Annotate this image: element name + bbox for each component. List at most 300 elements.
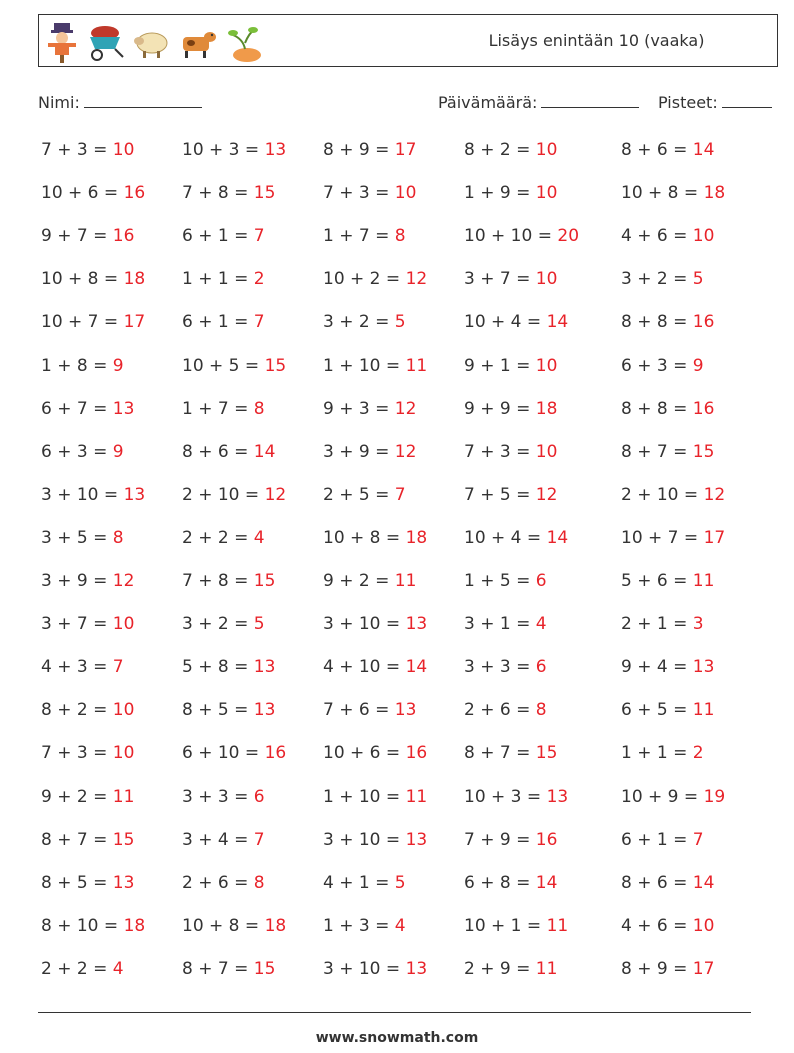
problem-answer: 14 xyxy=(546,527,569,548)
problem-answer: 20 xyxy=(557,226,580,247)
problem-answer: 7 xyxy=(253,312,265,333)
problem-answer: 18 xyxy=(703,183,726,204)
problem-item xyxy=(41,787,134,807)
problem-item xyxy=(41,916,145,936)
problem-answer: 13 xyxy=(253,657,276,678)
problem-expression: 9 + 1 = xyxy=(464,355,536,376)
problem-expression: 6 + 10 = xyxy=(182,743,265,764)
problem-answer: 14 xyxy=(546,312,569,333)
problem-item xyxy=(464,399,557,419)
problem-expression: 3 + 2 = xyxy=(621,269,693,290)
problem-expression: 6 + 5 = xyxy=(621,700,693,721)
problem-answer: 18 xyxy=(535,398,558,419)
problem-answer: 16 xyxy=(112,226,135,247)
problem-answer: 17 xyxy=(394,140,417,160)
problem-item xyxy=(41,183,145,203)
problem-item xyxy=(41,743,134,763)
problem-answer: 15 xyxy=(264,355,287,376)
problem-expression: 3 + 7 = xyxy=(464,269,536,290)
problem-item xyxy=(323,442,416,462)
problem-answer: 14 xyxy=(692,140,715,160)
problem-expression: 6 + 8 = xyxy=(464,872,536,893)
problem-expression: 3 + 2 = xyxy=(323,312,395,333)
problem-answer: 14 xyxy=(692,872,715,893)
problem-answer: 15 xyxy=(253,958,276,979)
problem-answer: 5 xyxy=(394,872,406,893)
problem-item xyxy=(621,614,704,634)
problem-expression: 7 + 8 = xyxy=(182,183,254,204)
problem-item xyxy=(182,787,265,807)
problem-answer: 16 xyxy=(123,183,146,204)
problem-answer: 16 xyxy=(405,743,428,764)
problem-expression: 4 + 10 = xyxy=(323,657,406,678)
problem-expression: 8 + 2 = xyxy=(41,700,113,721)
problem-item xyxy=(621,657,714,677)
problem-expression: 7 + 5 = xyxy=(464,484,536,505)
problem-expression: 3 + 1 = xyxy=(464,614,536,635)
problem-answer: 13 xyxy=(123,484,146,505)
date-label: Päivämäärä: xyxy=(438,93,538,112)
problem-expression: 3 + 2 = xyxy=(182,614,254,635)
problem-item xyxy=(621,787,725,807)
problem-item xyxy=(621,959,714,979)
problem-answer: 6 xyxy=(535,657,547,678)
problem-expression: 8 + 7 = xyxy=(182,958,254,979)
problem-expression: 1 + 10 = xyxy=(323,786,406,807)
problem-item xyxy=(182,269,265,289)
problem-answer: 13 xyxy=(692,657,715,678)
problem-answer: 7 xyxy=(394,484,406,505)
problem-expression: 8 + 5 = xyxy=(182,700,254,721)
problem-expression: 2 + 9 = xyxy=(464,958,536,979)
problem-expression: 8 + 5 = xyxy=(41,872,113,893)
problem-answer: 11 xyxy=(692,571,715,591)
problem-item xyxy=(182,959,275,979)
problem-expression: 9 + 3 = xyxy=(323,398,395,419)
problem-expression: 3 + 10 = xyxy=(41,484,124,505)
problem-expression: 2 + 6 = xyxy=(182,872,254,893)
problem-answer: 10 xyxy=(112,743,135,764)
problem-item xyxy=(41,528,124,548)
scarecrow-icon xyxy=(45,21,79,63)
problem-item xyxy=(323,226,406,246)
problem-answer: 19 xyxy=(703,786,726,807)
problem-answer: 13 xyxy=(394,700,417,721)
problem-expression: 2 + 10 = xyxy=(182,484,265,505)
problem-expression: 3 + 9 = xyxy=(41,571,113,591)
problem-item xyxy=(464,140,557,160)
problem-item xyxy=(621,485,725,505)
problem-answer: 12 xyxy=(394,398,417,419)
problem-expression: 8 + 7 = xyxy=(464,743,536,764)
problem-item xyxy=(182,528,265,548)
problem-expression: 3 + 4 = xyxy=(182,829,254,850)
problem-expression: 2 + 1 = xyxy=(621,614,693,635)
cow-icon xyxy=(177,21,217,63)
problem-expression: 8 + 6 = xyxy=(621,140,693,160)
problem-item xyxy=(464,614,547,634)
problem-expression: 6 + 7 = xyxy=(41,398,113,419)
problem-answer: 13 xyxy=(112,872,135,893)
problem-answer: 15 xyxy=(253,183,276,204)
problem-expression: 3 + 3 = xyxy=(464,657,536,678)
problem-expression: 2 + 6 = xyxy=(464,700,536,721)
problem-item xyxy=(621,356,704,376)
problem-answer: 13 xyxy=(405,829,428,850)
problem-answer: 10 xyxy=(535,441,558,462)
problem-answer: 18 xyxy=(123,269,146,290)
problem-expression: 6 + 1 = xyxy=(621,829,693,850)
problem-item xyxy=(41,657,124,677)
problem-item xyxy=(182,356,286,376)
problem-expression: 5 + 8 = xyxy=(182,657,254,678)
problem-expression: 1 + 3 = xyxy=(323,915,395,936)
problem-answer: 4 xyxy=(394,915,406,936)
problem-expression: 8 + 7 = xyxy=(41,829,113,850)
problem-answer: 5 xyxy=(394,312,406,333)
problem-expression: 9 + 2 = xyxy=(323,571,395,591)
problem-answer: 15 xyxy=(535,743,558,764)
problem-answer: 7 xyxy=(253,226,265,247)
problem-answer: 11 xyxy=(394,571,417,591)
problem-item xyxy=(182,183,275,203)
problem-answer: 18 xyxy=(405,527,428,548)
problem-item xyxy=(41,959,124,979)
problem-expression: 10 + 4 = xyxy=(464,527,547,548)
problem-item xyxy=(464,657,547,677)
problem-answer: 14 xyxy=(405,657,428,678)
problem-expression: 6 + 3 = xyxy=(41,441,113,462)
problem-answer: 8 xyxy=(253,398,265,419)
problem-item xyxy=(41,312,145,332)
problem-item xyxy=(323,743,427,763)
problem-answer: 12 xyxy=(703,484,726,505)
problem-answer: 10 xyxy=(394,183,417,204)
problem-answer: 17 xyxy=(692,958,715,979)
problem-item xyxy=(621,140,714,160)
problem-item xyxy=(41,269,145,289)
problem-item xyxy=(41,226,134,246)
problem-expression: 8 + 10 = xyxy=(41,915,124,936)
problem-answer: 18 xyxy=(123,915,146,936)
problem-answer: 10 xyxy=(112,700,135,721)
problem-expression: 1 + 9 = xyxy=(464,183,536,204)
problem-item xyxy=(621,312,714,332)
problem-expression: 4 + 6 = xyxy=(621,226,693,247)
problem-item xyxy=(621,571,714,591)
problem-answer: 12 xyxy=(264,484,287,505)
problem-expression: 10 + 7 = xyxy=(41,312,124,333)
wheelbarrow-icon xyxy=(85,21,125,63)
problem-expression: 9 + 2 = xyxy=(41,786,113,807)
problem-expression: 4 + 6 = xyxy=(621,915,693,936)
problem-expression: 7 + 3 = xyxy=(41,743,113,764)
problem-item xyxy=(41,830,134,850)
problem-answer: 13 xyxy=(405,958,428,979)
problem-item xyxy=(323,873,406,893)
problem-answer: 10 xyxy=(535,269,558,290)
problem-item xyxy=(464,312,568,332)
problem-answer: 3 xyxy=(692,614,704,635)
problem-answer: 9 xyxy=(112,441,124,462)
problem-item xyxy=(323,787,427,807)
problem-expression: 8 + 7 = xyxy=(621,441,693,462)
problem-expression: 2 + 5 = xyxy=(323,484,395,505)
problem-answer: 10 xyxy=(535,183,558,204)
problem-expression: 10 + 3 = xyxy=(464,786,547,807)
problem-item xyxy=(182,140,286,160)
problem-answer: 10 xyxy=(112,140,135,160)
problem-answer: 11 xyxy=(546,915,569,936)
problem-expression: 6 + 1 = xyxy=(182,312,254,333)
problem-item xyxy=(323,485,406,505)
problem-expression: 3 + 10 = xyxy=(323,829,406,850)
problem-expression: 10 + 5 = xyxy=(182,355,265,376)
problem-answer: 2 xyxy=(253,269,265,290)
name-field xyxy=(38,93,202,112)
problem-item xyxy=(464,959,557,979)
problem-item xyxy=(182,399,265,419)
problem-answer: 11 xyxy=(535,958,558,979)
problem-answer: 8 xyxy=(535,700,547,721)
problem-expression: 3 + 5 = xyxy=(41,527,113,548)
problem-item xyxy=(182,743,286,763)
problem-answer: 11 xyxy=(405,786,428,807)
problem-answer: 16 xyxy=(692,398,715,419)
problem-expression: 6 + 1 = xyxy=(182,226,254,247)
problem-expression: 10 + 1 = xyxy=(464,915,547,936)
problem-expression: 1 + 5 = xyxy=(464,571,536,591)
problem-item xyxy=(621,442,714,462)
problem-answer: 18 xyxy=(264,915,287,936)
footer-divider xyxy=(38,1012,751,1013)
problem-item xyxy=(464,528,568,548)
problem-item xyxy=(323,312,406,332)
problem-item xyxy=(621,269,704,289)
problem-expression: 10 + 9 = xyxy=(621,786,704,807)
problem-item xyxy=(41,873,134,893)
problem-expression: 7 + 9 = xyxy=(464,829,536,850)
problem-item xyxy=(41,700,134,720)
problem-item xyxy=(323,657,427,677)
problem-expression: 3 + 7 = xyxy=(41,614,113,635)
score-blank xyxy=(722,93,772,108)
problem-item xyxy=(41,399,134,419)
problem-item xyxy=(182,700,275,720)
problem-item xyxy=(621,743,704,763)
problem-item xyxy=(464,700,547,720)
problem-answer: 15 xyxy=(112,829,135,850)
problem-item xyxy=(41,442,124,462)
problem-expression: 9 + 7 = xyxy=(41,226,113,247)
problem-item xyxy=(621,916,714,936)
problem-answer: 11 xyxy=(692,700,715,721)
date-field xyxy=(438,93,639,112)
problem-item xyxy=(41,485,145,505)
problem-item xyxy=(323,571,416,591)
problem-answer: 5 xyxy=(692,269,704,290)
problem-item xyxy=(323,830,427,850)
problem-item xyxy=(464,830,557,850)
problem-expression: 8 + 8 = xyxy=(621,312,693,333)
problem-answer: 11 xyxy=(405,355,428,376)
problem-expression: 2 + 10 = xyxy=(621,484,704,505)
problem-answer: 17 xyxy=(123,312,146,333)
problem-expression: 4 + 1 = xyxy=(323,872,395,893)
problem-answer: 2 xyxy=(692,743,704,764)
problem-answer: 15 xyxy=(692,441,715,462)
problem-item xyxy=(464,743,557,763)
problem-item xyxy=(464,787,568,807)
problem-item xyxy=(323,183,416,203)
problem-answer: 16 xyxy=(535,829,558,850)
problem-expression: 8 + 9 = xyxy=(621,958,693,979)
problem-answer: 16 xyxy=(692,312,715,333)
problem-item xyxy=(182,226,265,246)
problem-item xyxy=(464,442,557,462)
problem-expression: 9 + 4 = xyxy=(621,657,693,678)
problem-expression: 8 + 2 = xyxy=(464,140,536,160)
problem-expression: 8 + 6 = xyxy=(182,441,254,462)
problem-item xyxy=(41,356,124,376)
problem-item xyxy=(464,183,557,203)
problem-item xyxy=(182,312,265,332)
problem-expression: 10 + 8 = xyxy=(323,527,406,548)
name-label: Nimi: xyxy=(38,93,80,112)
sheep-icon xyxy=(131,21,171,63)
problem-item xyxy=(464,571,547,591)
problem-item xyxy=(41,571,134,591)
problem-item xyxy=(464,485,557,505)
problem-item xyxy=(621,700,714,720)
problem-item xyxy=(323,700,416,720)
problem-expression: 3 + 10 = xyxy=(323,958,406,979)
problem-answer: 13 xyxy=(264,140,287,160)
problem-item xyxy=(464,269,557,289)
name-blank xyxy=(84,93,202,108)
date-blank xyxy=(541,93,639,108)
problem-answer: 12 xyxy=(112,571,135,591)
problem-item xyxy=(182,442,275,462)
problem-item xyxy=(464,916,568,936)
problem-answer: 13 xyxy=(546,786,569,807)
problem-expression: 8 + 9 = xyxy=(323,140,395,160)
problem-answer: 8 xyxy=(112,527,124,548)
score-label: Pisteet: xyxy=(658,93,718,112)
problem-expression: 5 + 6 = xyxy=(621,571,693,591)
problem-expression: 7 + 6 = xyxy=(323,700,395,721)
problem-expression: 10 + 6 = xyxy=(323,743,406,764)
problem-expression: 1 + 10 = xyxy=(323,355,406,376)
problem-expression: 4 + 3 = xyxy=(41,657,113,678)
problem-expression: 7 + 3 = xyxy=(323,183,395,204)
problem-item xyxy=(182,614,265,634)
problem-item xyxy=(182,873,265,893)
problem-expression: 10 + 10 = xyxy=(464,226,558,247)
problem-expression: 10 + 4 = xyxy=(464,312,547,333)
problem-expression: 8 + 8 = xyxy=(621,398,693,419)
problem-answer: 10 xyxy=(692,226,715,247)
problem-expression: 1 + 7 = xyxy=(182,398,254,419)
problem-item xyxy=(182,830,265,850)
problem-expression: 10 + 8 = xyxy=(182,915,265,936)
worksheet-header xyxy=(38,14,778,67)
problem-expression: 10 + 3 = xyxy=(182,140,265,160)
problem-expression: 10 + 2 = xyxy=(323,269,406,290)
problem-answer: 10 xyxy=(535,140,558,160)
problem-answer: 12 xyxy=(535,484,558,505)
problem-answer: 11 xyxy=(112,786,135,807)
problem-item xyxy=(323,140,416,160)
problem-answer: 13 xyxy=(405,614,428,635)
score-field xyxy=(658,93,772,112)
problem-item xyxy=(323,614,427,634)
problem-item xyxy=(323,399,416,419)
problem-expression: 10 + 7 = xyxy=(621,527,704,548)
problem-expression: 10 + 6 = xyxy=(41,183,124,204)
problem-answer: 7 xyxy=(253,829,265,850)
sprout-icon xyxy=(223,21,263,63)
problem-expression: 7 + 3 = xyxy=(41,140,113,160)
problem-answer: 16 xyxy=(264,743,287,764)
problem-expression: 1 + 7 = xyxy=(323,226,395,247)
problem-expression: 6 + 3 = xyxy=(621,355,693,376)
problem-expression: 8 + 6 = xyxy=(621,872,693,893)
worksheet-title: Lisäys enintään 10 (vaaka) xyxy=(488,31,705,50)
problem-item xyxy=(621,399,714,419)
problem-answer: 7 xyxy=(692,829,704,850)
header-icons xyxy=(45,20,263,64)
problem-expression: 3 + 9 = xyxy=(323,441,395,462)
problem-answer: 4 xyxy=(535,614,547,635)
problem-answer: 4 xyxy=(112,958,124,979)
problem-answer: 14 xyxy=(535,872,558,893)
problem-item xyxy=(182,571,275,591)
problem-answer: 12 xyxy=(394,441,417,462)
problem-expression: 9 + 9 = xyxy=(464,398,536,419)
problem-item xyxy=(323,356,427,376)
problem-expression: 1 + 1 = xyxy=(182,269,254,290)
problem-expression: 7 + 8 = xyxy=(182,571,254,591)
problem-expression: 2 + 2 = xyxy=(182,527,254,548)
problem-answer: 10 xyxy=(112,614,135,635)
problem-item xyxy=(323,269,427,289)
problem-answer: 12 xyxy=(405,269,428,290)
problem-answer: 15 xyxy=(253,571,276,591)
problem-item xyxy=(182,657,275,677)
problem-item xyxy=(323,528,427,548)
problem-item xyxy=(41,140,134,160)
problem-item xyxy=(41,614,134,634)
problem-item xyxy=(621,528,725,548)
problem-answer: 6 xyxy=(535,571,547,591)
problem-answer: 10 xyxy=(535,355,558,376)
problem-expression: 1 + 1 = xyxy=(621,743,693,764)
problem-item xyxy=(464,873,557,893)
problem-expression: 7 + 3 = xyxy=(464,441,536,462)
footer-website: www.snowmath.com xyxy=(315,1030,479,1046)
problem-expression: 3 + 3 = xyxy=(182,786,254,807)
problem-item xyxy=(621,183,725,203)
problem-item xyxy=(323,959,427,979)
problem-answer: 13 xyxy=(253,700,276,721)
problem-answer: 5 xyxy=(253,614,265,635)
problem-item xyxy=(464,356,557,376)
problem-answer: 8 xyxy=(394,226,406,247)
problem-item xyxy=(621,873,714,893)
problem-answer: 4 xyxy=(253,527,265,548)
problem-expression: 3 + 10 = xyxy=(323,614,406,635)
